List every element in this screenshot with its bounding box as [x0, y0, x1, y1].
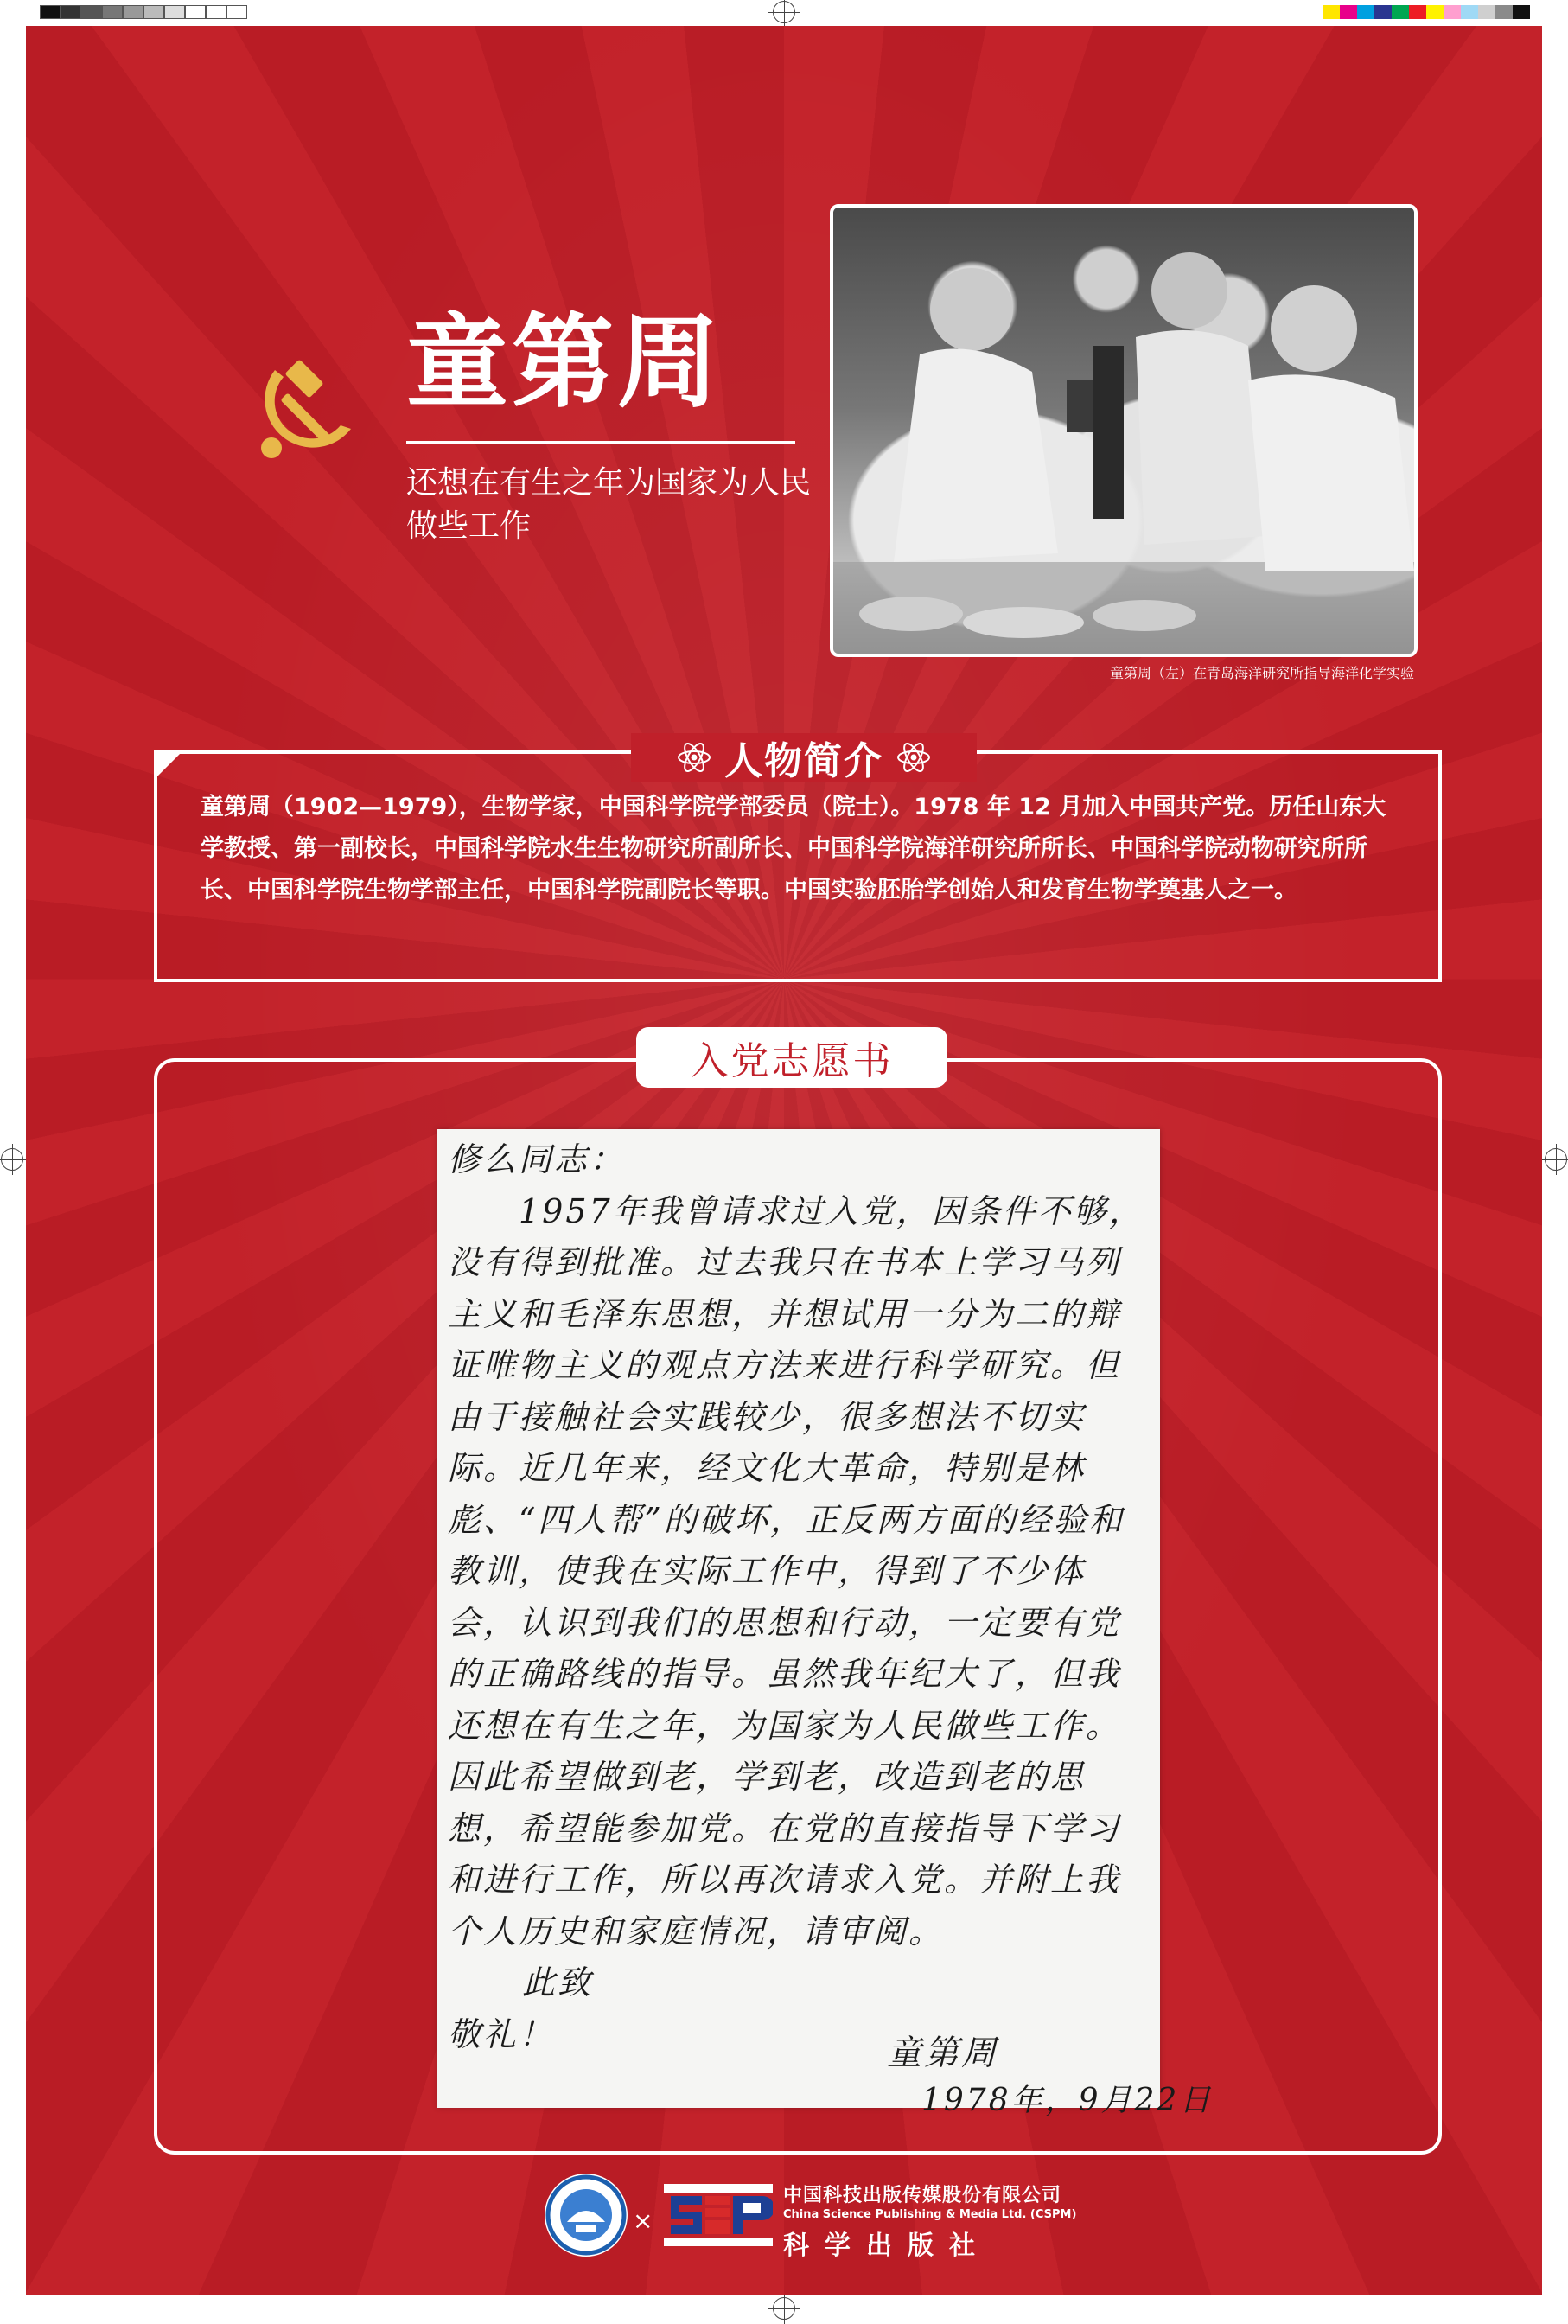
- color-calibration-bar: [1323, 5, 1530, 19]
- letter-signature: 童第周: [887, 2034, 998, 2073]
- cspm-logo-icon: [664, 2184, 773, 2246]
- cross-symbol: ×: [633, 2206, 653, 2235]
- registration-mark-icon: [773, 2297, 795, 2320]
- grayscale-calibration-bar: [40, 5, 247, 19]
- historical-photo: [830, 204, 1418, 657]
- publisher-name-en: China Science Publishing & Media Ltd. (CSPM): [783, 2208, 1077, 2221]
- title-divider: [406, 441, 795, 444]
- bio-heading: [631, 733, 977, 782]
- bio-text: 童第周（1902—1979），生物学家，中国科学院学部委员（院士）。1978 年 12 月加入中国共产党。历任山东大学教授、第一副校长，中国科学院水生生物研究所副所长、中国科学院海洋研究所所长、中国科学院动物研究所所长、中国科学院生物学部主任，中国科学院副院长等职。中国实验胚胎学创始人和发育生物学奠基人之一。: [201, 794, 1386, 903]
- publisher-press: 科学出版社: [783, 2231, 991, 2261]
- atom-icon: [676, 739, 712, 776]
- registration-mark-icon: [1545, 1148, 1567, 1171]
- letter-greeting: 修么同志：: [448, 1140, 626, 1178]
- photo-caption: 童第周（左）在青岛海洋研究所指导海洋化学实验: [1109, 665, 1414, 681]
- letter-closing: 此致: [522, 1963, 594, 2002]
- hammer-sickle-icon: [249, 346, 361, 467]
- bio-heading-text: 人物简介: [724, 739, 883, 783]
- person-name: 童第周: [406, 302, 723, 422]
- registration-mark-icon: [1, 1148, 23, 1171]
- association-seal-icon: [545, 2174, 628, 2257]
- letter-salutation: 敬礼！: [448, 2014, 555, 2053]
- registration-mark-icon: [773, 1, 795, 23]
- publisher-name-cn: 中国科技出版传媒股份有限公司: [783, 2185, 1062, 2206]
- letter-text: [448, 1134, 1151, 2060]
- handwritten-letter: [437, 1129, 1214, 2118]
- bio-frame-corner: [154, 750, 183, 780]
- application-heading: 入党志愿书: [636, 1027, 947, 1088]
- letter-body: 1957年我曾请求过入党，因条件不够，没有得到批准。过去我只在书本上学习马列主义和毛泽东思想，并想试用一分为二的辩证唯物主义的观点方法来进行科学研究。但由于接触社会实践较少，很多想法不切实际。近几年来，经文化大革命，特别是林彪、“四人帮”的破坏，正反两方面的经验和教训，使我在实际工作中，得到了不少体会，认识到我们的思想和行动，一定要有党的正确路线的指导。虽然我年纪大了，但我还想在有生之年，为国家为人民做些工作。因此希望做到老，学到老，改造到老的思想，希望能参加党。在党的直接指导下学习和进行工作，所以再次请求入党。并附上我个人历史和家庭情况，请审阅。: [448, 1191, 1144, 1950]
- poster: [26, 26, 1542, 2295]
- association-logo: [545, 2174, 628, 2257]
- letter-date: 1978年，9月22日: [921, 2083, 1214, 2118]
- motto: 还想在有生之年为国家为人民做些工作: [406, 465, 812, 544]
- footer-logos: [545, 2174, 1150, 2260]
- atom-icon: [896, 739, 932, 776]
